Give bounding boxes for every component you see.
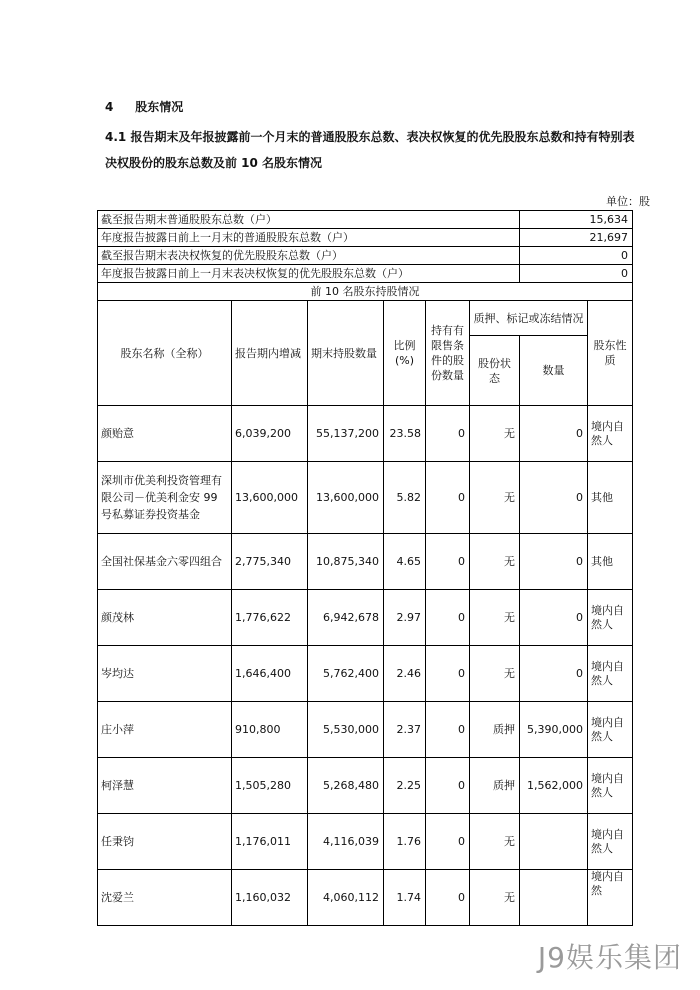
cell-change: 1,505,280 — [232, 758, 308, 814]
header-pledge-group: 质押、标记或冻结情况 — [470, 301, 588, 336]
cell-name: 颜茂林 — [98, 590, 232, 646]
cell-name: 庄小萍 — [98, 702, 232, 758]
cell-restricted: 0 — [426, 406, 470, 462]
table-row — [98, 462, 633, 534]
cell-nature: 境内自然人 — [588, 406, 633, 462]
cell-restricted: 0 — [426, 462, 470, 534]
subsection-title: 报告期末及年报披露前一个月末的普通股股东总数、表决权恢复的优先股股东总数和持有特别表决权股份的股东总数及前 10 名股东情况 — [105, 130, 635, 170]
subsection-heading — [105, 124, 640, 176]
cell-status: 无 — [470, 590, 520, 646]
cell-change: 6,039,200 — [232, 406, 308, 462]
cell-held: 5,762,400 — [308, 646, 384, 702]
cell-nature: 境内自然人 — [588, 702, 633, 758]
header-change: 报告期内增减 — [232, 301, 308, 406]
cell-change: 1,176,011 — [232, 814, 308, 870]
cell-change: 2,775,340 — [232, 534, 308, 590]
section-number: 4 — [105, 100, 114, 114]
watermark-text: J9娱乐集团 — [537, 941, 682, 974]
summary-value: 0 — [520, 247, 633, 265]
cell-name: 深圳市优美利投资管理有限公司－优美利金安 99 号私募证券投资基金 — [98, 462, 232, 534]
cell-ratio: 23.58 — [384, 406, 426, 462]
cell-status: 无 — [470, 406, 520, 462]
cell-name: 沈爱兰 — [98, 870, 232, 926]
top10-title-row — [98, 283, 633, 301]
cell-restricted: 0 — [426, 646, 470, 702]
header-name: 股东名称（全称） — [98, 301, 232, 406]
cell-status: 无 — [470, 870, 520, 926]
top10-title: 前 10 名股东持股情况 — [98, 283, 633, 301]
table-row — [98, 590, 633, 646]
table-row — [98, 646, 633, 702]
cell-ratio: 1.74 — [384, 870, 426, 926]
cell-status: 无 — [470, 534, 520, 590]
cell-held: 4,060,112 — [308, 870, 384, 926]
cell-held: 5,268,480 — [308, 758, 384, 814]
cell-ratio: 1.76 — [384, 814, 426, 870]
cell-qty: 0 — [520, 406, 588, 462]
cell-nature: 其他 — [588, 462, 633, 534]
cell-ratio: 5.82 — [384, 462, 426, 534]
header-pledge-qty: 数量 — [520, 336, 588, 406]
table-row — [98, 534, 633, 590]
cell-held: 55,137,200 — [308, 406, 384, 462]
cell-restricted: 0 — [426, 814, 470, 870]
cell-held: 4,116,039 — [308, 814, 384, 870]
cell-qty — [520, 814, 588, 870]
cell-nature: 境内自然人 — [588, 590, 633, 646]
table-row — [98, 814, 633, 870]
cell-nature: 境内自然人 — [588, 758, 633, 814]
cell-nature: 境内自然 — [588, 870, 633, 926]
header-nature: 股东性质 — [588, 301, 633, 406]
summary-label: 年度报告披露日前上一月末表决权恢复的优先股股东总数（户） — [98, 265, 520, 283]
cell-name: 任秉钧 — [98, 814, 232, 870]
cell-status: 无 — [470, 814, 520, 870]
section-heading — [105, 98, 183, 115]
cell-change: 910,800 — [232, 702, 308, 758]
cell-qty: 1,562,000 — [520, 758, 588, 814]
cell-status: 无 — [470, 646, 520, 702]
cell-nature: 境内自然人 — [588, 646, 633, 702]
cell-qty: 0 — [520, 462, 588, 534]
cell-status: 无 — [470, 462, 520, 534]
summary-row — [98, 265, 633, 283]
cell-status: 质押 — [470, 758, 520, 814]
cell-restricted: 0 — [426, 758, 470, 814]
table-row — [98, 702, 633, 758]
summary-label: 截至报告期末表决权恢复的优先股股东总数（户） — [98, 247, 520, 265]
cell-ratio: 2.37 — [384, 702, 426, 758]
cell-qty: 0 — [520, 534, 588, 590]
cell-qty: 5,390,000 — [520, 702, 588, 758]
table-row — [98, 406, 633, 462]
cell-name: 全国社保基金六零四组合 — [98, 534, 232, 590]
summary-value: 0 — [520, 265, 633, 283]
cell-ratio: 4.65 — [384, 534, 426, 590]
cell-nature: 境内自然人 — [588, 814, 633, 870]
cell-ratio: 2.25 — [384, 758, 426, 814]
cell-restricted: 0 — [426, 702, 470, 758]
summary-row — [98, 247, 633, 265]
cell-ratio: 2.97 — [384, 590, 426, 646]
cell-name: 颜贻意 — [98, 406, 232, 462]
summary-row — [98, 229, 633, 247]
cell-qty — [520, 870, 588, 926]
cell-restricted: 0 — [426, 870, 470, 926]
cell-qty: 0 — [520, 590, 588, 646]
cell-held: 10,875,340 — [308, 534, 384, 590]
header-held: 期末持股数量 — [308, 301, 384, 406]
header-pledge-status: 股份状态 — [470, 336, 520, 406]
unit-label: 单位：股 — [606, 195, 650, 208]
cell-ratio: 2.46 — [384, 646, 426, 702]
cell-name: 岑均达 — [98, 646, 232, 702]
header-restricted: 持有有限售条件的股份数量 — [426, 301, 470, 406]
section-title: 股东情况 — [135, 100, 184, 114]
cell-name: 柯泽慧 — [98, 758, 232, 814]
cell-change: 1,646,400 — [232, 646, 308, 702]
cell-change: 13,600,000 — [232, 462, 308, 534]
cell-status: 质押 — [470, 702, 520, 758]
table-row — [98, 870, 633, 926]
shareholder-table — [97, 210, 633, 926]
summary-label: 年度报告披露日前上一月末的普通股股东总数（户） — [98, 229, 520, 247]
cell-held: 13,600,000 — [308, 462, 384, 534]
cell-held: 5,530,000 — [308, 702, 384, 758]
summary-value: 15,634 — [520, 211, 633, 229]
cell-restricted: 0 — [426, 534, 470, 590]
cell-qty: 0 — [520, 646, 588, 702]
summary-label: 截至报告期末普通股股东总数（户） — [98, 211, 520, 229]
header-row — [98, 301, 633, 336]
cell-change: 1,160,032 — [232, 870, 308, 926]
cell-held: 6,942,678 — [308, 590, 384, 646]
cell-restricted: 0 — [426, 590, 470, 646]
summary-value: 21,697 — [520, 229, 633, 247]
header-ratio: 比例(%) — [384, 301, 426, 406]
cell-change: 1,776,622 — [232, 590, 308, 646]
table-row — [98, 758, 633, 814]
summary-row — [98, 211, 633, 229]
cell-nature: 其他 — [588, 534, 633, 590]
subsection-number: 4.1 — [105, 130, 127, 144]
